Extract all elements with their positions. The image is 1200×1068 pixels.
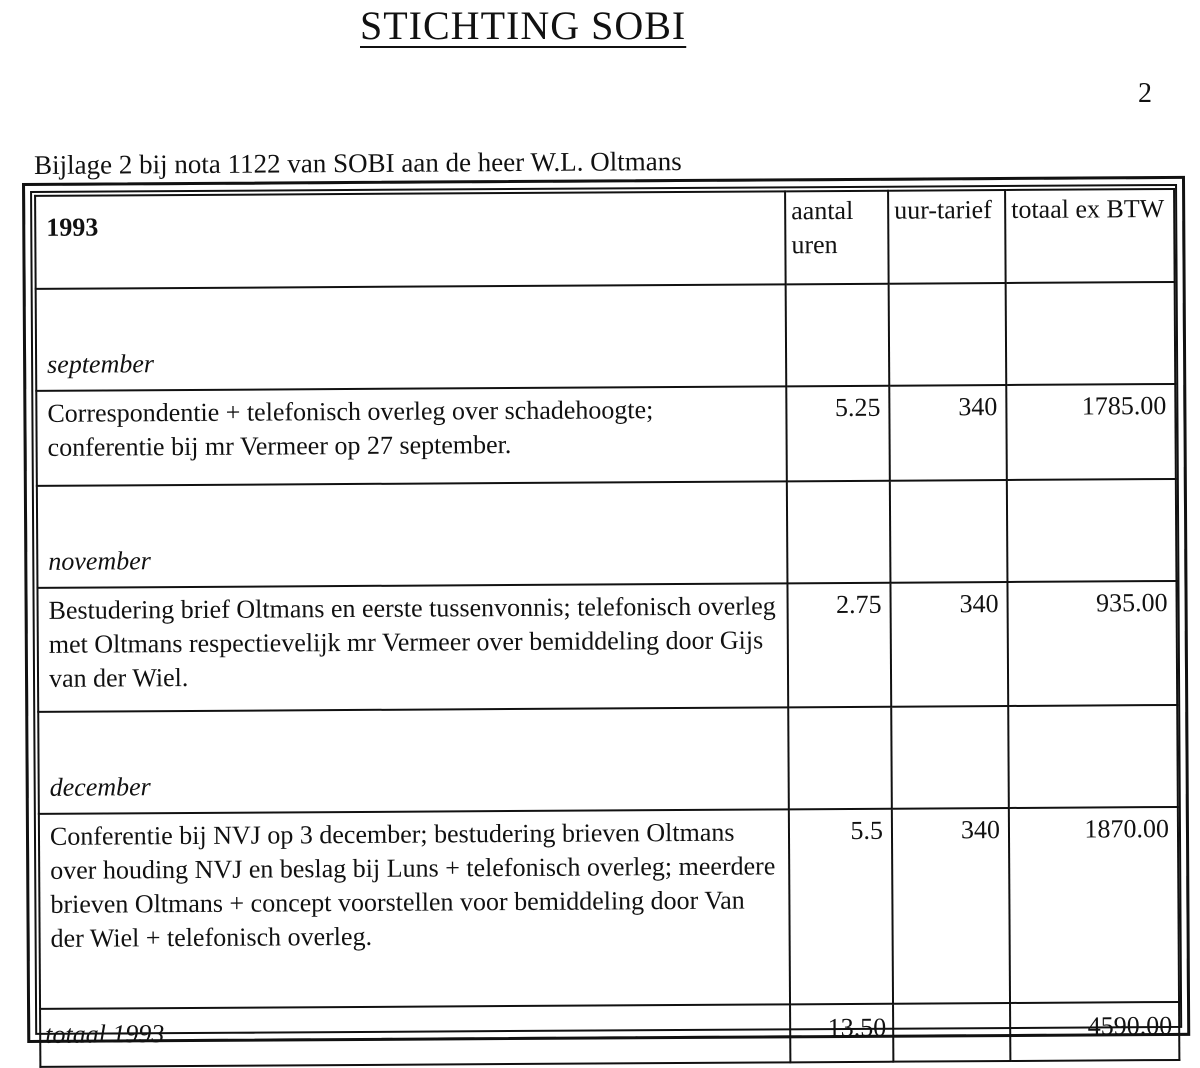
- entry-description: Correspondentie + telefonisch overleg over schadehoogte; conferentie bij mr Vermeer op 27 september.: [36, 386, 787, 486]
- total-label: totaal 1993: [40, 1004, 790, 1067]
- organization-title: STICHTING SOBI: [360, 3, 687, 48]
- page-number: 2: [1138, 78, 1152, 109]
- hours-table: [34, 188, 1180, 1068]
- entry-rate: 340: [889, 385, 1007, 481]
- entry-rate: 340: [890, 582, 1008, 707]
- month-cell: [37, 481, 788, 588]
- entry-total: 1870.00: [1009, 807, 1179, 1003]
- total-hours: 13.50: [790, 1004, 893, 1063]
- year-heading: 1993: [35, 191, 786, 289]
- total-amount: 4590.00: [1010, 1002, 1179, 1061]
- entry-description: Bestudering brief Oltmans en eerste tussenvonnis; telefonisch overleg met Oltmans respectievelijk mr Vermeer over bemiddeling door Gijs van der Wiel.: [37, 583, 788, 712]
- month-cell: [38, 707, 789, 814]
- entry-rate: 340: [892, 808, 1010, 1004]
- month-label: december: [49, 772, 151, 802]
- month-label: september: [47, 349, 155, 379]
- hours-table-frame: [22, 176, 1190, 1049]
- entry-hours: 5.25: [786, 386, 890, 482]
- month-row-september: [36, 282, 1176, 391]
- entry-description: Conferentie bij NVJ op 3 december; bestudering brieven Oltmans over houding NVJ en beslag bij Luns + telefonisch overleg; meerdere brieven Oltmans + concept voorstellen voor bemiddeling door Van der Wiel + telefonisch overleg.: [39, 809, 790, 1009]
- entry-hours: 5.5: [789, 809, 893, 1005]
- entry-hours: 2.75: [787, 583, 891, 708]
- annex-line: Bijlage 2 bij nota 1122 van SOBI aan de heer W.L. Oltmans: [34, 146, 682, 180]
- month-row-december: [38, 705, 1178, 814]
- column-header-rate: uur-tarief: [888, 190, 1006, 284]
- month-row-november: [37, 479, 1177, 588]
- table-row: [39, 807, 1179, 1009]
- month-cell: [36, 284, 787, 391]
- entry-total: 1785.00: [1006, 384, 1176, 480]
- header-row: [35, 189, 1175, 289]
- total-row: [40, 1002, 1179, 1067]
- table-row: [36, 384, 1176, 486]
- table-row: [37, 581, 1177, 712]
- column-header-total: totaal ex BTW: [1005, 189, 1175, 283]
- entry-total: 935.00: [1007, 581, 1177, 706]
- month-label: november: [48, 546, 151, 576]
- column-header-hours: aantal uren: [785, 191, 889, 285]
